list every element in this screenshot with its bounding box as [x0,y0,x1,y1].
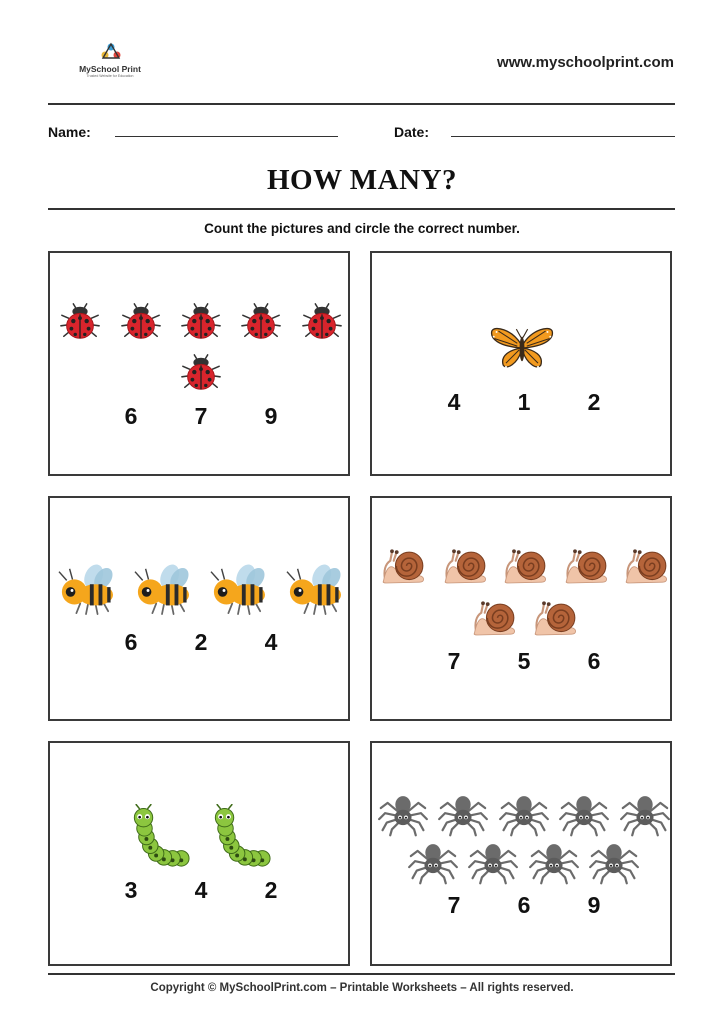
answer-option[interactable]: 3 [124,877,138,903]
answer-option[interactable]: 2 [587,389,601,415]
panel-butterfly [370,251,672,476]
title-divider [48,208,675,210]
spider-icon [467,839,519,885]
ladybug-icon [180,301,222,343]
spider-icon [407,839,459,885]
answer-option[interactable]: 6 [517,892,531,918]
logo [70,38,150,84]
logo-icon [99,40,123,64]
panel-snails [370,496,672,721]
answer-option[interactable]: 6 [124,629,138,655]
ladybug-icon [301,301,343,343]
spider-icon [588,839,640,885]
spider-icon [498,791,550,837]
snail-icon [532,596,580,638]
bee-icon [131,563,193,617]
panel-bees [48,496,350,721]
ladybug-icon [59,301,101,343]
answer-option[interactable]: 5 [517,648,531,674]
answer-option[interactable]: 1 [517,389,531,415]
spider-icon [377,791,429,837]
panel-caterpillars [48,741,350,966]
caterpillar-icon [129,804,191,872]
snail-icon [471,596,519,638]
answer-option[interactable]: 4 [264,629,278,655]
snail-icon [502,544,550,586]
footer-copyright: Copyright © MySchoolPrint.com – Printable Worksheets – All rights reserved. [150,982,574,994]
answer-option[interactable]: 6 [124,403,138,429]
logo-name: MySchool Print [79,64,141,74]
snail-icon [442,544,490,586]
snail-icon [563,544,611,586]
bee-icon [283,563,345,617]
name-blank-line [115,136,338,137]
panel-ladybugs [48,251,350,476]
instructions: Count the pictures and circle the correct number. [204,221,520,236]
spider-icon [558,791,610,837]
logo-tagline: Trusted Website for Education [86,74,134,78]
snail-icon [380,544,428,586]
answer-option[interactable]: 7 [447,892,461,918]
panel-spiders [370,741,672,966]
answer-option[interactable]: 9 [587,892,601,918]
footer-divider [48,973,675,975]
ladybug-icon [120,301,162,343]
bee-icon [55,563,117,617]
date-blank-line [451,136,675,137]
butterfly-icon [489,321,555,375]
answer-option[interactable]: 4 [194,877,208,903]
snail-icon [623,544,671,586]
date-label: Date: [394,124,430,140]
answer-option[interactable]: 6 [587,648,601,674]
name-label: Name: [48,124,91,140]
website-url: www.myschoolprint.com [497,54,674,71]
worksheet-title: HOW MANY? [266,164,458,196]
ladybug-icon [240,301,282,343]
header-divider [48,103,675,105]
answer-option[interactable]: 2 [194,629,208,655]
caterpillar-icon [210,804,272,872]
ladybug-icon [180,352,222,394]
spider-icon [619,791,671,837]
answer-option[interactable]: 4 [447,389,461,415]
answer-option[interactable]: 7 [194,403,208,429]
spider-icon [528,839,580,885]
answer-option[interactable]: 9 [264,403,278,429]
spider-icon [437,791,489,837]
bee-icon [207,563,269,617]
answer-option[interactable]: 2 [264,877,278,903]
answer-option[interactable]: 7 [447,648,461,674]
